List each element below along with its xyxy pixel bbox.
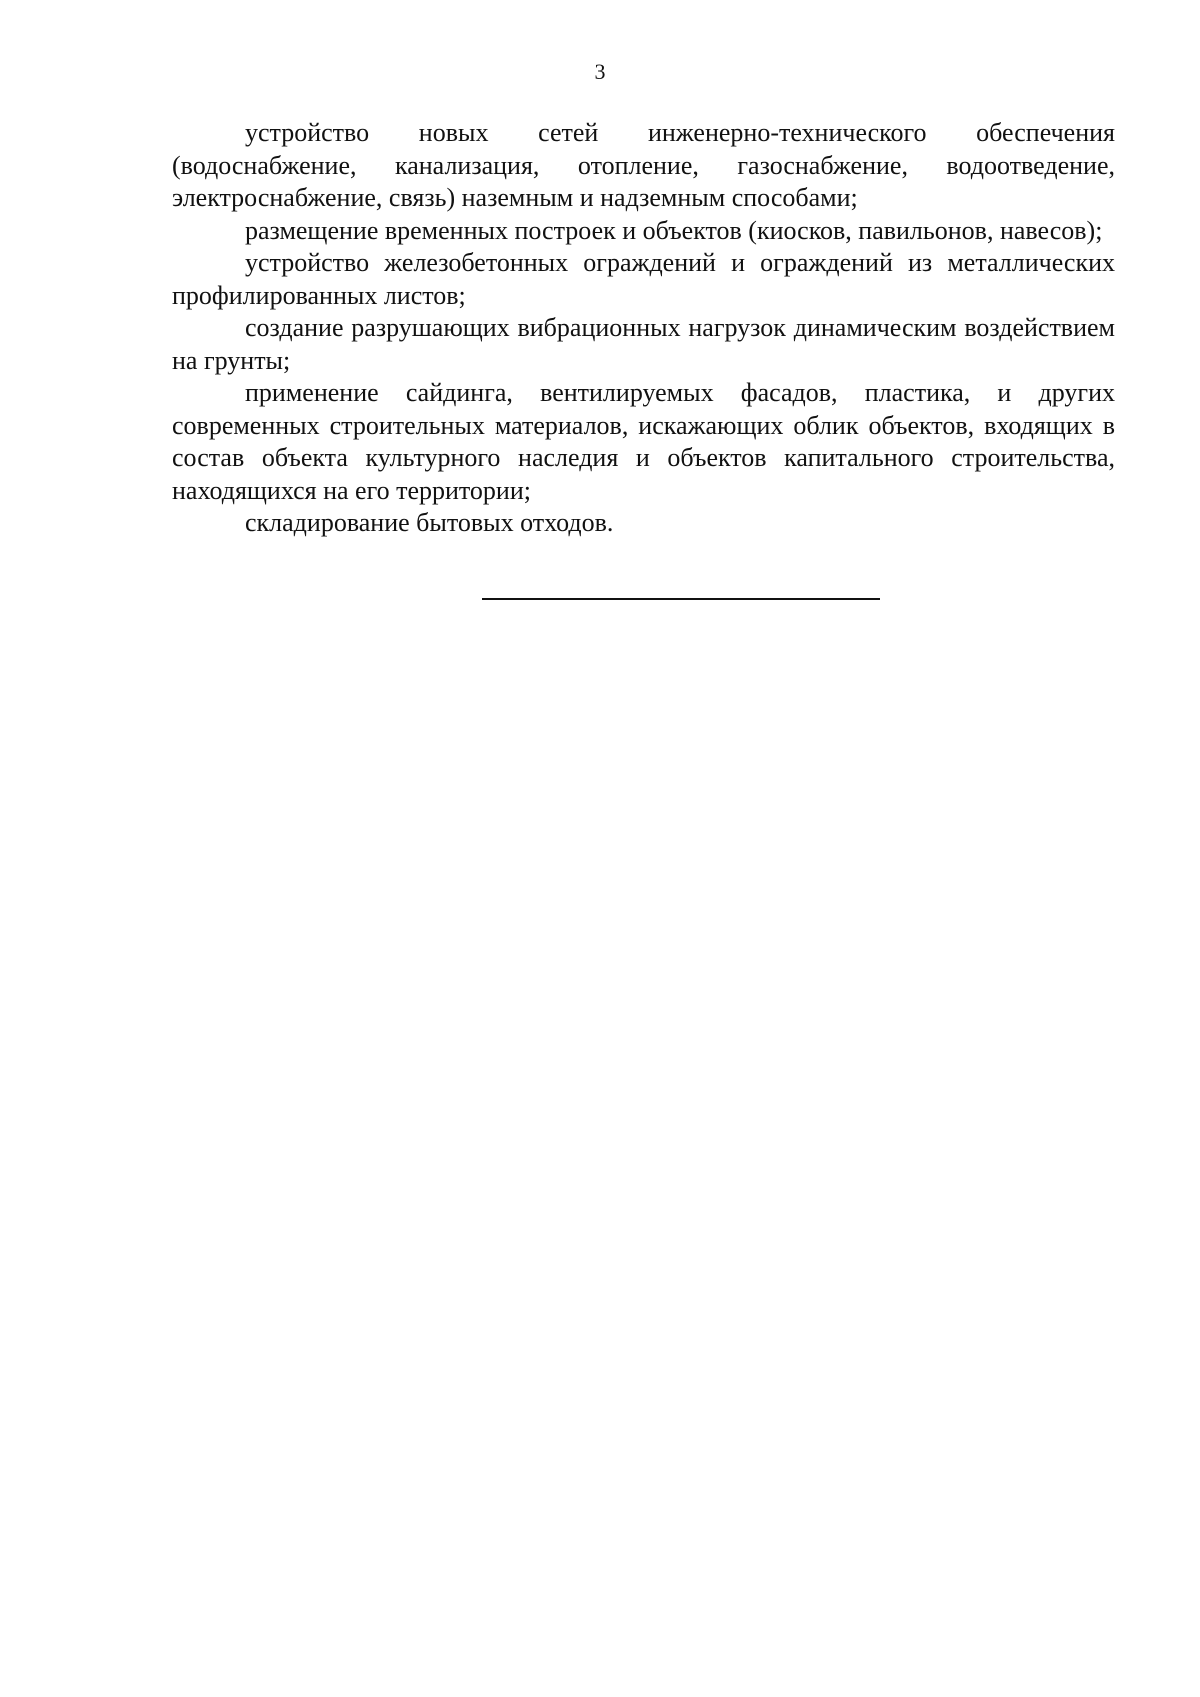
end-of-text-rule: [482, 598, 880, 600]
document-body: [172, 117, 1115, 540]
paragraph-vibration-loads: создание разрушающих вибрационных нагрузок динамическим воздействием на грунты;: [172, 313, 1115, 375]
paragraph-waste-storage: складирование бытовых отходов.: [245, 508, 614, 537]
paragraph-engineering-networks: устройство новых сетей инженерно-технического обеспечения (водоснабжение, канализация, отопление, газоснабжение, водоотведение, электроснабжение, связь) наземным и надземным способами;: [172, 118, 1115, 212]
paragraph-modern-materials: применение сайдинга, вентилируемых фасадов, пластика, и других современных строительных материалов, искажающих облик объектов, входящих в состав объекта культурного наследия и объектов капитального строительства, находящихся на его территории;: [172, 378, 1115, 505]
paragraph-temporary-structures: размещение временных построек и объектов (киосков, павильонов, навесов);: [245, 215, 1103, 245]
page-number: 3: [594, 59, 606, 84]
paragraph-fences: устройство железобетонных ограждений и ограждений из металлических профилированных листов;: [172, 248, 1115, 310]
